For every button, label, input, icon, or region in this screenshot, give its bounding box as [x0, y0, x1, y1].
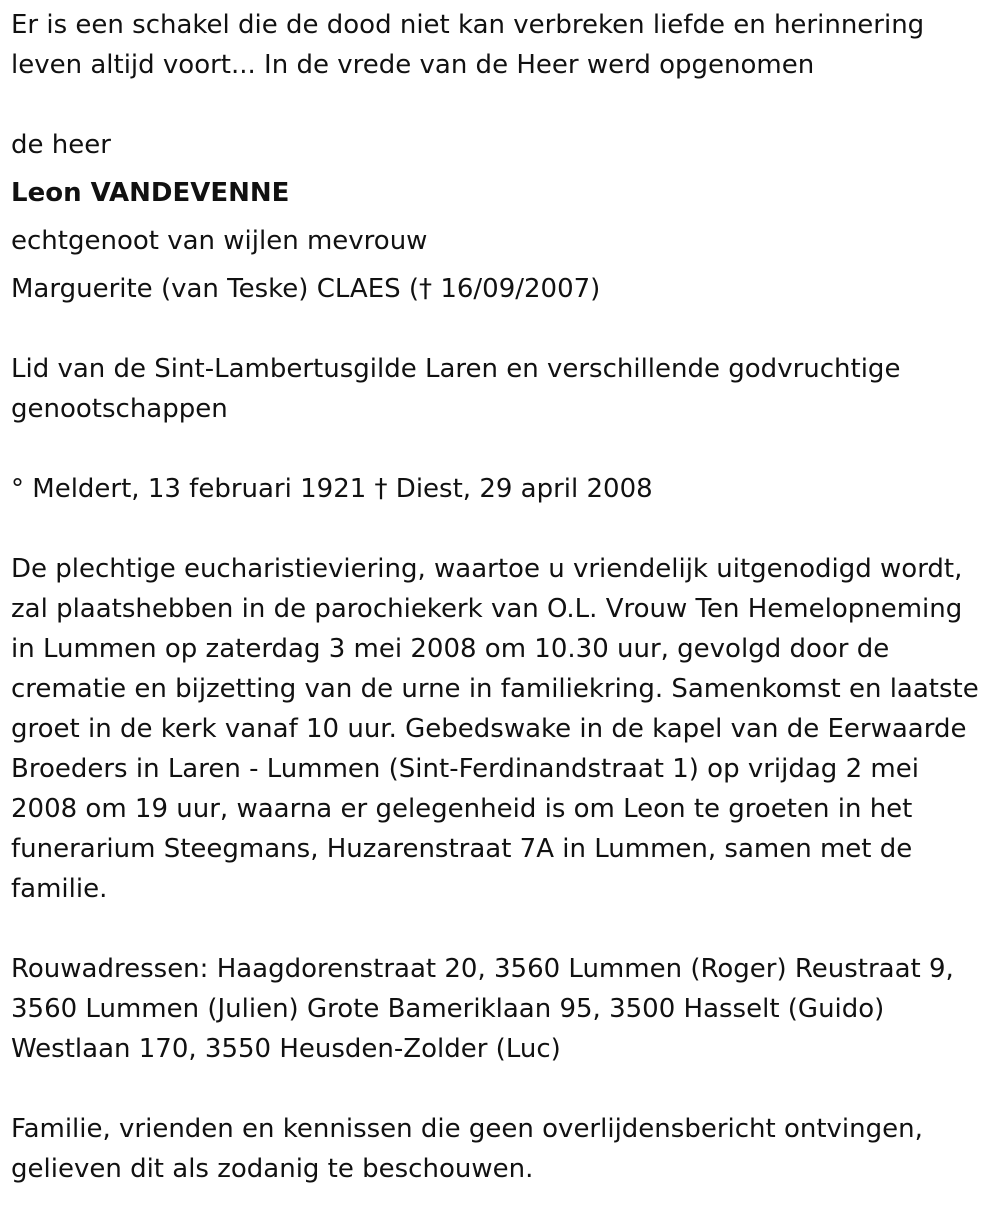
spacer [11, 429, 993, 469]
addresses-text: Rouwadressen: Haagdorenstraat 20, 3560 Lummen (Roger) Reustraat 9, 3560 Lummen (Julien) Grote Bameriklaan 95, 3500 Hasselt (Guido) Westlaan 170, 3550 Heusden-Zolder (Luc) [11, 954, 954, 1064]
obituary-notice [11, 5, 993, 1189]
spacer [11, 509, 993, 549]
spacer [11, 1069, 993, 1109]
spacer [11, 909, 993, 949]
spouse-text: Marguerite (van Teske) CLAES († 16/09/2007) [11, 274, 601, 304]
deceased-name: Leon VANDEVENNE [11, 178, 290, 208]
ceremony-text: De plechtige eucharistieviering, waartoe u vriendelijk uitgenodigd wordt, zal plaatshebben in de parochiekerk van O.L. Vrouw Ten Hemelopneming in Lummen op zaterdag 3 mei 2008 om 10.30 uur, gevolgd door de crematie en bijzetting van de urne in familiekring. Samenkomst en laatste groet in de kerk vanaf 10 uur. Gebedswake in de kapel van de Eerwaarde Broeders in Laren - Lummen (Sint-Ferdinandstraat 1) op vrijdag 2 mei 2008 om 19 uur, waarna er gelegenheid is om Leon te groeten in het funerarium Steegmans, Huzarenstraat 7A in Lummen, samen met de familie. [11, 554, 979, 904]
intro-line-2: leven altijd voort... In de vrede van de Heer werd opgenomen [11, 50, 815, 80]
membership-text: Lid van de Sint-Lambertusgilde Laren en verschillende godvruchtige genootschappen [11, 354, 901, 424]
spacer [11, 85, 993, 125]
intro-line-1: Er is een schakel die de dood niet kan verbreken liefde en herinnering [11, 10, 925, 40]
life-dates: ° Meldert, 13 februari 1921 † Diest, 29 april 2008 [11, 474, 653, 504]
closing-text: Familie, vrienden en kennissen die geen overlijdensbericht ontvingen, gelieven dit als zodanig te beschouwen. [11, 1114, 923, 1184]
spacer [11, 309, 993, 349]
relation-text: echtgenoot van wijlen mevrouw [11, 226, 428, 256]
honorific: de heer [11, 130, 111, 160]
